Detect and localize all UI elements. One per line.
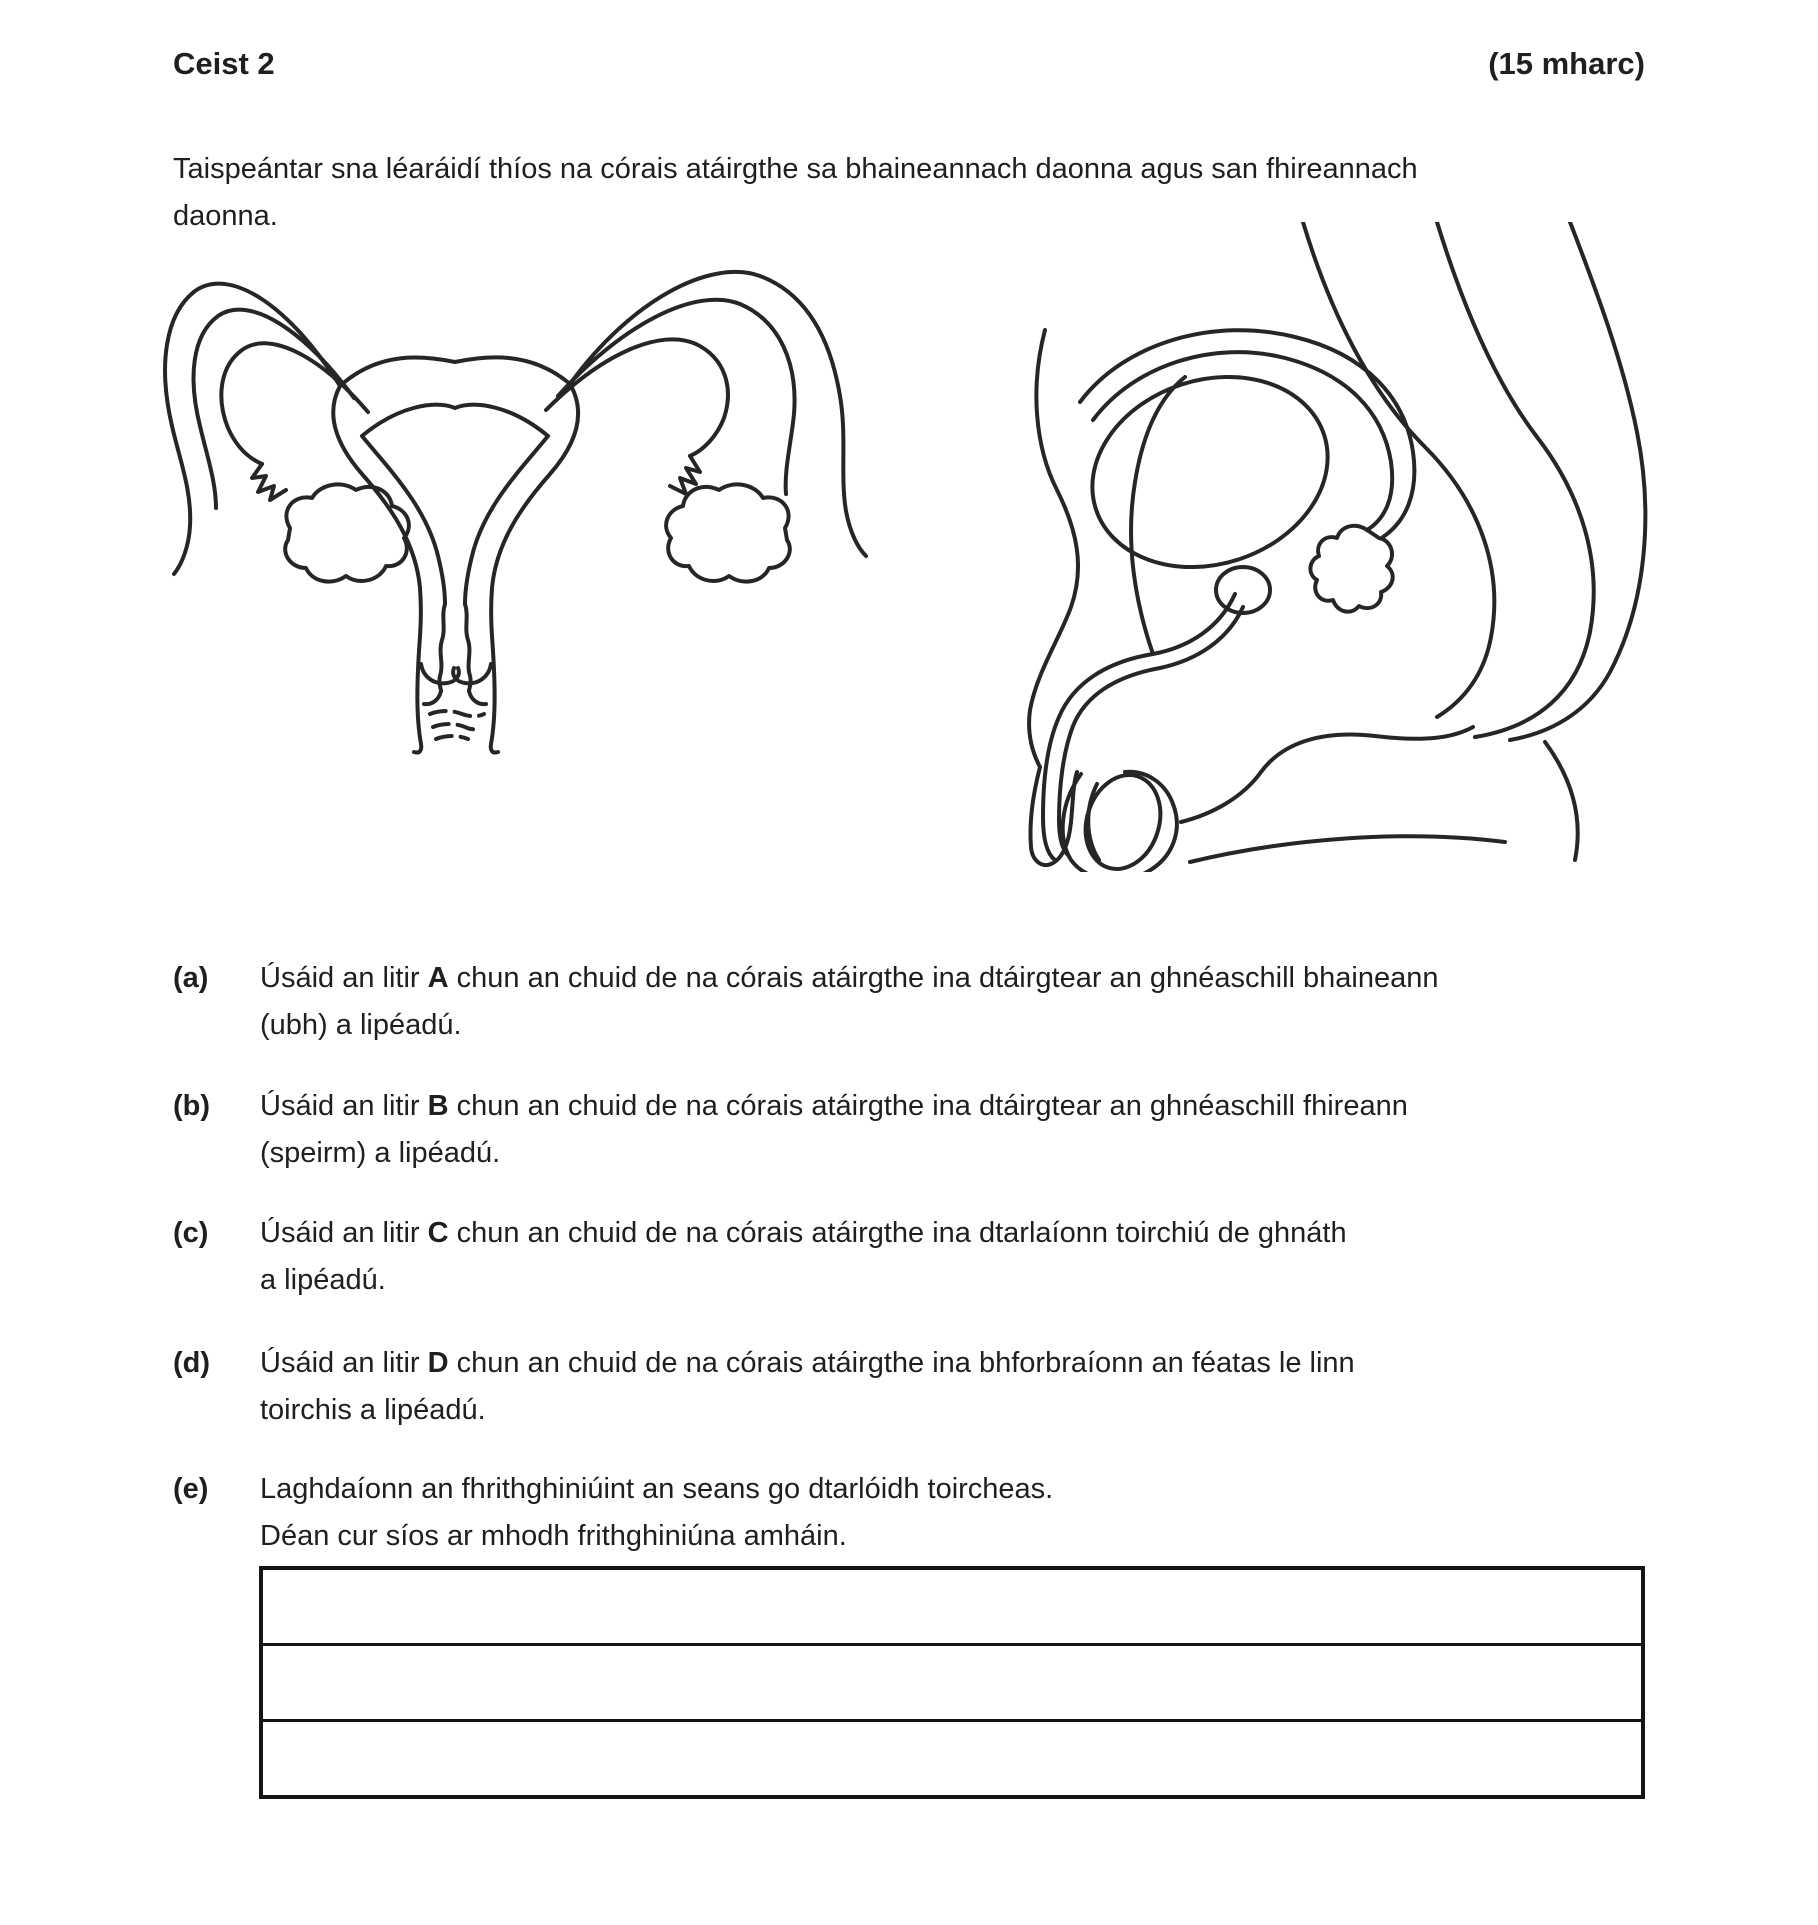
question-a-letter: A — [427, 962, 449, 994]
thigh-back-line — [1545, 742, 1578, 860]
fallopian-tube-left — [165, 284, 368, 574]
uterus — [333, 357, 578, 651]
answer-line-2[interactable] — [263, 1643, 1641, 1719]
answer-box[interactable] — [259, 1566, 1645, 1799]
thigh-line — [1190, 836, 1505, 862]
question-b-line-1 — [260, 1083, 1648, 1130]
question-b-line-2: (speirm) a lipéadú. — [260, 1137, 501, 1169]
cervix — [424, 604, 486, 704]
question-number-title: Ceist 2 — [173, 46, 275, 81]
penis-outline — [1030, 767, 1077, 865]
answer-line-1[interactable] — [263, 1570, 1641, 1643]
page-header — [173, 44, 1645, 84]
question-c-line-2: a lipéadú. — [260, 1264, 386, 1296]
vagina — [414, 651, 498, 753]
question-c-pre: Úsáid an litir — [260, 1217, 428, 1249]
marks-label: (15 mharc) — [1488, 46, 1645, 81]
question-a-line-2: (ubh) a lipéadú. — [260, 1009, 462, 1041]
question-e-pre: Laghdaíonn an fhrithghiniúint an seans go dtarlóidh toircheas. — [260, 1473, 1054, 1505]
question-b-label: (b) — [173, 1090, 211, 1122]
question-d-line-2: toirchis a lipéadú. — [260, 1394, 486, 1426]
question-c-letter: C — [427, 1217, 449, 1249]
question-b-letter: B — [427, 1090, 449, 1122]
seminal-vesicle — [1310, 526, 1392, 612]
question-d — [173, 1340, 1648, 1434]
ovary-left — [285, 484, 409, 581]
question-a — [173, 955, 1648, 1049]
fimbriae-left — [252, 464, 286, 500]
question-a-line-1 — [260, 955, 1648, 1002]
question-d-label: (d) — [173, 1347, 211, 1379]
question-c-post: chun an chuid de na córais atáirgthe ina dtarlaíonn toirchiú de ghnáth — [448, 1217, 1347, 1249]
question-e-line-2: Déan cur síos ar mhodh frithghiniúna amháin. — [260, 1520, 847, 1552]
question-b-post: chun an chuid de na córais atáirgthe ina dtáirgtear an ghnéaschill fhireann — [448, 1090, 1408, 1122]
question-b — [173, 1083, 1648, 1177]
question-e — [173, 1466, 1648, 1560]
body-outline-front — [1029, 330, 1078, 767]
question-c-label: (c) — [173, 1217, 209, 1249]
question-b-text — [260, 1083, 1648, 1177]
male-diagram-svg — [985, 222, 1650, 872]
bladder — [1067, 347, 1352, 596]
intro-line-2: daonna. — [173, 200, 278, 232]
female-reproductive-system-diagram — [140, 236, 880, 756]
female-diagram-svg — [140, 236, 880, 756]
question-c-line-1 — [260, 1210, 1648, 1257]
ovary-right — [666, 484, 790, 581]
intro-line-1: Taispeántar sna léaráidí thíos na córais atáirgthe sa bhaineannach daonna agus san fhireannach — [173, 153, 1418, 185]
question-d-line-1 — [260, 1340, 1648, 1387]
question-d-letter: D — [427, 1347, 449, 1379]
male-reproductive-system-diagram — [985, 222, 1650, 872]
question-c — [173, 1210, 1648, 1304]
question-d-pre: Úsáid an litir — [260, 1347, 428, 1379]
question-e-label: (e) — [173, 1473, 209, 1505]
question-d-post: chun an chuid de na córais atáirgthe ina bhforbraíonn an féatas le linn — [448, 1347, 1355, 1379]
question-e-line-1 — [260, 1466, 1648, 1513]
question-d-text — [260, 1340, 1648, 1434]
perineum-line — [1181, 727, 1473, 822]
body-outline-back — [1190, 222, 1645, 862]
question-a-text — [260, 955, 1648, 1049]
question-c-text — [260, 1210, 1648, 1304]
fallopian-tube-right — [546, 272, 866, 556]
question-b-pre: Úsáid an litir — [260, 1090, 428, 1122]
question-e-text — [260, 1466, 1648, 1560]
question-a-label: (a) — [173, 962, 209, 994]
answer-line-3[interactable] — [263, 1719, 1641, 1795]
question-a-post: chun an chuid de na córais atáirgthe ina dtáirgtear an ghnéaschill bhaineann — [448, 962, 1439, 994]
question-a-pre: Úsáid an litir — [260, 962, 428, 994]
vaginal-texture-lines — [430, 711, 484, 739]
